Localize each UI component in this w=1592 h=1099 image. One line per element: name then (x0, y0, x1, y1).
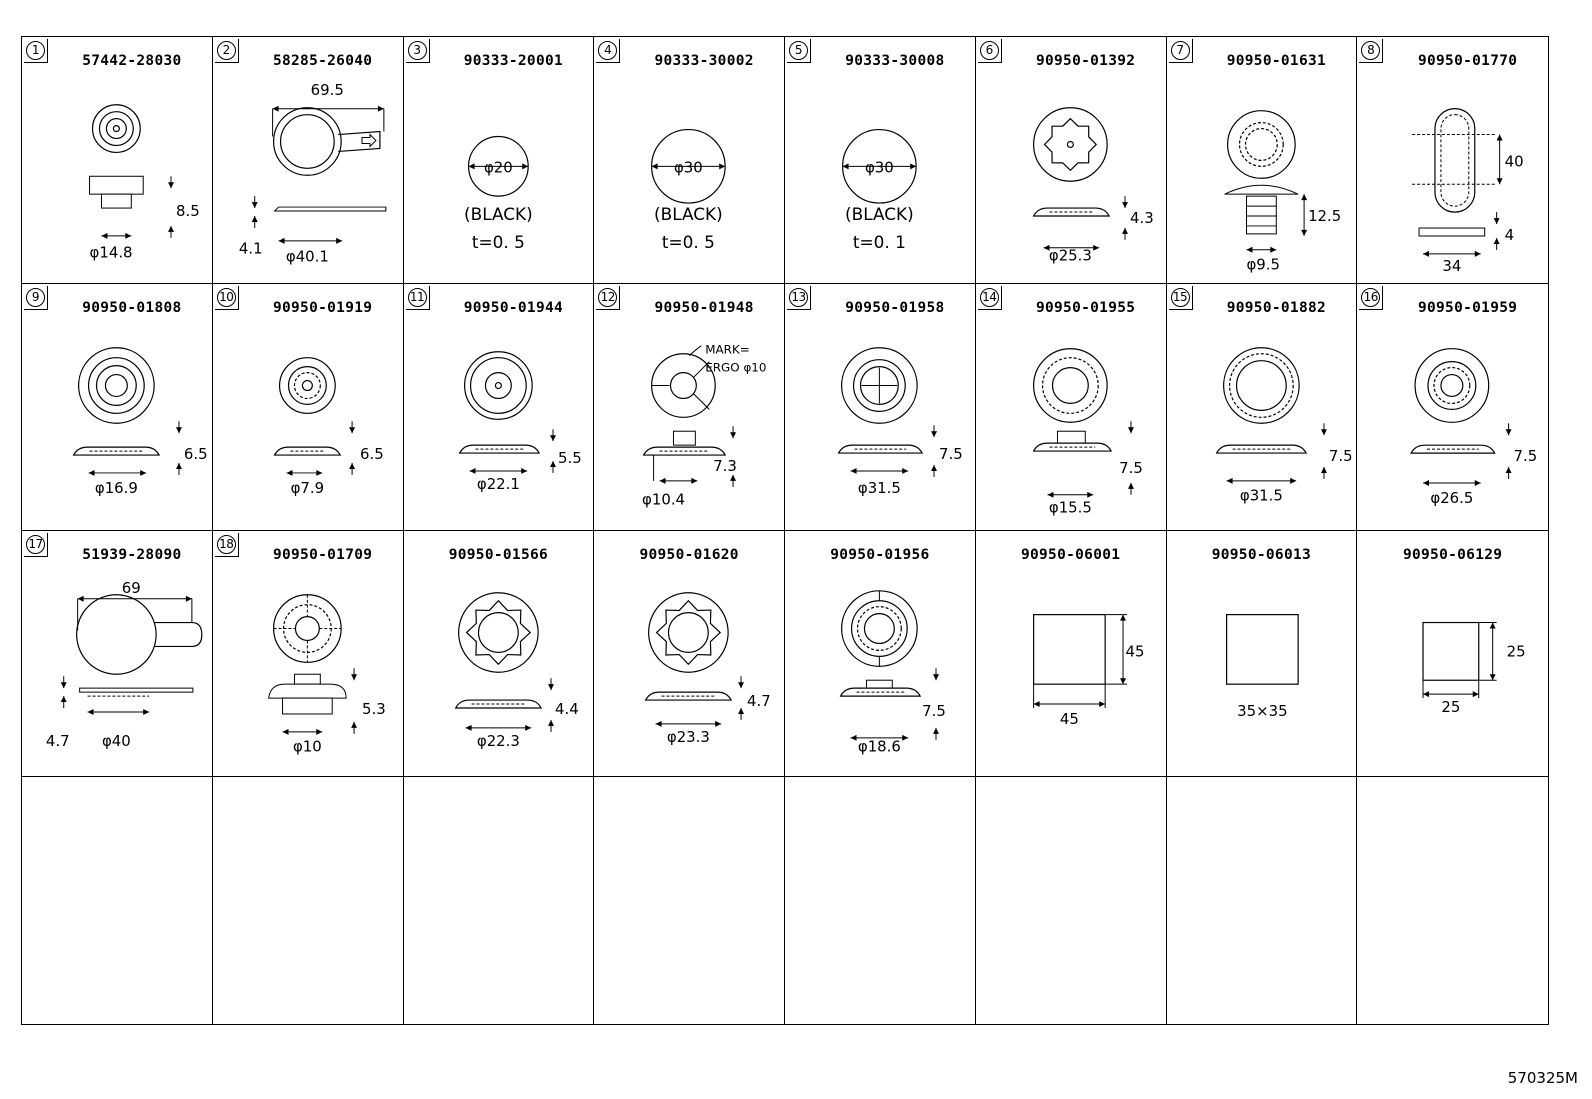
empty-cell (213, 777, 404, 1024)
color-note: (BLACK) (845, 203, 914, 224)
dimension-label: 12.5 (1307, 206, 1341, 225)
dimension-label: φ22.1 (476, 474, 520, 493)
dimension-label: 25 (1506, 641, 1526, 660)
dimension-label: 6.5 (183, 444, 208, 463)
dimension-label: φ9.5 (1245, 255, 1280, 274)
dimension-label: 7.5 (1118, 458, 1143, 477)
part-drawing (785, 531, 975, 777)
part-drawing (22, 284, 212, 530)
dimension-label: φ30 (864, 158, 894, 177)
color-note: (BLACK) (654, 203, 723, 224)
part-drawing (1357, 37, 1548, 283)
part-number: 90333-30002 (654, 53, 754, 69)
part-cell (404, 37, 595, 284)
index-number: 17 (26, 535, 45, 554)
part-cell (594, 531, 785, 778)
dimension-label: φ30 (674, 158, 704, 177)
index-number: 14 (980, 288, 999, 307)
index-number: 11 (408, 288, 427, 307)
part-cell (1167, 531, 1358, 778)
dimension-label: 4.3 (1129, 208, 1154, 227)
part-drawing (213, 37, 403, 283)
part-number: 90333-20001 (463, 53, 564, 69)
mark-note: ERGO φ10 (705, 360, 767, 375)
part-drawing (976, 284, 1166, 530)
index-number: 16 (1361, 288, 1380, 307)
index-number: 6 (980, 41, 999, 60)
dimension-label: 4.4 (554, 699, 579, 718)
part-cell (976, 37, 1167, 284)
index-number: 1 (26, 41, 45, 60)
dimension-label: 45 (1125, 641, 1145, 660)
part-number: 90950-06013 (1211, 546, 1312, 563)
part-number: 90950-01882 (1226, 299, 1327, 316)
part-number: 90950-01955 (1035, 299, 1136, 316)
index-number: 12 (598, 288, 617, 307)
part-drawing (594, 531, 784, 777)
part-cell (1357, 37, 1548, 284)
index-number: 4 (598, 41, 617, 60)
dimension-label: φ10.4 (642, 490, 686, 509)
thickness-label: t=0. 5 (471, 231, 525, 252)
dimension-label: 7.5 (1513, 446, 1538, 465)
dimension-label: 40 (1504, 152, 1524, 171)
empty-cell (785, 777, 976, 1024)
part-cell (404, 531, 595, 778)
part-drawing (1357, 284, 1548, 530)
part-cell (213, 531, 404, 778)
part-drawing (22, 531, 212, 777)
part-number: 51939-28090 (82, 546, 182, 563)
part-number: 90950-01392 (1035, 53, 1136, 69)
dimension-label: φ23.3 (667, 727, 711, 746)
dimension-label: 69.5 (310, 80, 344, 99)
dimension-label: φ7.9 (290, 478, 324, 497)
dimension-label: φ40.1 (285, 247, 329, 266)
part-cell (213, 284, 404, 531)
part-number: 57442-28030 (82, 53, 182, 69)
dimension-label: 69 (121, 578, 141, 597)
part-cell (976, 531, 1167, 778)
part-cell (1357, 531, 1548, 778)
dimension-label: 4.1 (238, 239, 263, 258)
part-drawing (1357, 531, 1548, 777)
dimension-label: 7.5 (938, 444, 963, 463)
dimension-label: 45 (1059, 709, 1079, 728)
dimension-label: 7.5 (922, 701, 946, 720)
dimension-label: φ31.5 (1239, 486, 1283, 505)
part-number: 90950-01948 (654, 299, 754, 316)
part-number: 90950-01620 (639, 546, 739, 563)
part-cell (22, 284, 213, 531)
part-drawing (976, 37, 1166, 283)
part-number: 90950-06129 (1402, 546, 1503, 563)
index-number: 18 (217, 535, 236, 554)
parts-grid (21, 36, 1549, 1025)
part-cell (1167, 284, 1358, 531)
part-cell (404, 284, 595, 531)
part-number: 90950-01956 (830, 546, 930, 563)
dimension-label: φ31.5 (857, 478, 901, 497)
dimension-label: 34 (1442, 256, 1462, 275)
dimension-label: 7.5 (1328, 446, 1353, 465)
part-drawing (594, 37, 784, 283)
index-number: 10 (217, 288, 236, 307)
part-number: 90950-01944 (463, 299, 564, 316)
dimension-label: 4 (1504, 225, 1515, 244)
part-number: 90950-01919 (272, 299, 373, 316)
part-cell (1357, 284, 1548, 531)
dimension-label: φ40 (101, 731, 131, 750)
part-number: 90950-01631 (1226, 53, 1327, 69)
part-number: 90950-01959 (1417, 299, 1518, 316)
empty-cell (594, 777, 785, 1024)
part-number: 90950-01566 (448, 546, 549, 563)
part-cell (785, 37, 976, 284)
part-drawing (1167, 37, 1357, 283)
part-number: 90950-01808 (82, 299, 182, 316)
part-drawing (404, 37, 594, 283)
thickness-label: t=0. 5 (662, 231, 716, 252)
dimension-label: 4.7 (747, 691, 771, 710)
diagram-code: 570325M (1507, 1069, 1578, 1087)
part-cell (22, 531, 213, 778)
empty-cell (976, 777, 1167, 1024)
part-cell (785, 284, 976, 531)
part-number: 90950-01770 (1417, 53, 1518, 69)
part-cell (785, 531, 976, 778)
index-number: 15 (1171, 288, 1190, 307)
dimension-label: φ10 (292, 737, 322, 756)
part-cell (22, 37, 213, 284)
part-cell (1167, 37, 1358, 284)
part-drawing (213, 531, 403, 777)
dimension-label: φ18.6 (857, 737, 901, 756)
empty-cell (404, 777, 595, 1024)
index-number: 3 (408, 41, 427, 60)
part-number: 90333-30008 (845, 53, 945, 69)
color-note: (BLACK) (463, 203, 533, 224)
part-number: 90950-01958 (845, 299, 945, 316)
index-number: 13 (789, 288, 808, 307)
part-drawing (594, 284, 784, 530)
part-number: 90950-01709 (272, 546, 373, 563)
dimension-label: 35×35 (1236, 701, 1288, 720)
empty-cell (22, 777, 213, 1024)
dimension-label: 4.7 (45, 731, 70, 750)
mark-note: MARK= (705, 342, 751, 357)
index-number: 9 (26, 288, 45, 307)
part-drawing (404, 284, 594, 530)
dimension-label: 8.5 (175, 202, 200, 221)
part-cell (594, 37, 785, 284)
empty-cell (1167, 777, 1358, 1024)
part-drawing (1167, 284, 1357, 530)
index-number: 7 (1171, 41, 1190, 60)
index-number: 8 (1361, 41, 1380, 60)
dimension-label: φ16.9 (94, 478, 138, 497)
dimension-label: 7.3 (713, 456, 738, 475)
part-drawing (404, 531, 594, 777)
index-number: 5 (789, 41, 808, 60)
dimension-label: 6.5 (359, 444, 384, 463)
index-number: 2 (217, 41, 236, 60)
part-number: 58285-26040 (272, 53, 373, 69)
part-cell (594, 284, 785, 531)
dimension-label: φ22.3 (476, 731, 520, 750)
part-cell (976, 284, 1167, 531)
part-cell (213, 37, 404, 284)
dimension-label: φ26.5 (1430, 488, 1474, 507)
dimension-label: φ20 (483, 158, 513, 177)
empty-cell (1357, 777, 1548, 1024)
dimension-label: φ25.3 (1048, 246, 1092, 265)
part-drawing (976, 531, 1166, 777)
dimension-label: φ15.5 (1048, 498, 1092, 517)
thickness-label: t=0. 1 (852, 231, 906, 252)
part-drawing (785, 284, 975, 530)
part-number: 90950-06001 (1020, 546, 1121, 563)
part-drawing (213, 284, 403, 530)
part-drawing (1167, 531, 1357, 777)
dimension-label: φ14.8 (89, 243, 133, 262)
dimension-label: 5.3 (361, 699, 386, 718)
dimension-label: 5.5 (557, 448, 582, 467)
dimension-label: 25 (1441, 697, 1461, 716)
part-drawing (22, 37, 212, 283)
part-drawing (785, 37, 975, 283)
